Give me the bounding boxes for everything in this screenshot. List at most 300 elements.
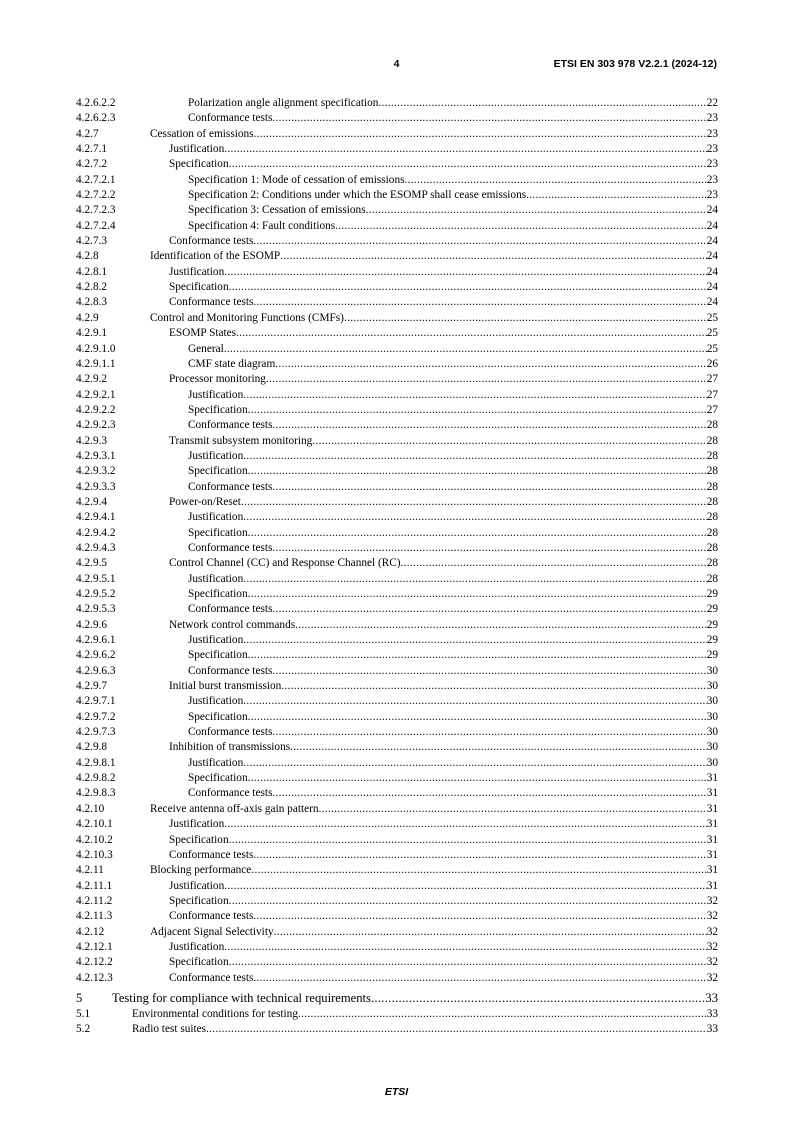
toc-entry-title: Justification — [169, 940, 225, 953]
toc-entry[interactable] — [76, 925, 718, 940]
toc-entry-page: 29 — [706, 618, 718, 631]
toc-entry-page: 27 — [706, 373, 718, 386]
toc-leader-dots — [272, 786, 706, 801]
toc-entry-number: 4.2.9.7.2 — [76, 710, 116, 723]
toc-entry[interactable] — [76, 265, 718, 280]
toc-entry-page: 30 — [706, 756, 718, 769]
toc-entry-title: Specification — [188, 465, 248, 478]
toc-entry-page: 28 — [706, 557, 718, 570]
toc-entry-page: 28 — [706, 465, 718, 478]
toc-entry-body — [169, 955, 718, 970]
toc-entry-number: 4.2.9.7.3 — [76, 726, 116, 739]
toc-entry-page: 28 — [706, 495, 718, 508]
toc-entry[interactable] — [76, 342, 718, 357]
toc-entry-number: 4.2.9.2.1 — [76, 388, 116, 401]
toc-entry-number: 4.2.9.8.2 — [76, 772, 116, 785]
toc-entry[interactable] — [76, 955, 718, 970]
toc-leader-dots — [281, 679, 706, 694]
toc-entry[interactable] — [76, 173, 718, 188]
toc-entry-body — [188, 587, 718, 602]
toc-entry-title: Justification — [188, 634, 244, 647]
toc-entry-title: Control and Monitoring Functions (CMFs) — [150, 311, 344, 324]
toc-entry[interactable] — [76, 679, 718, 694]
toc-entry[interactable] — [76, 203, 718, 218]
toc-entry-body — [150, 127, 718, 142]
toc-entry-title: Specification 4: Fault conditions — [188, 219, 336, 232]
toc-entry-title: Conformance tests — [188, 112, 273, 125]
toc-entry-number: 4.2.10.1 — [76, 818, 113, 831]
toc-entry-page: 32 — [706, 956, 718, 969]
toc-leader-dots — [236, 326, 707, 341]
toc-entry-number: 5.2 — [76, 1023, 91, 1036]
toc-entry-number: 4.2.9.5 — [76, 557, 108, 570]
toc-entry[interactable] — [76, 495, 718, 510]
toc-leader-dots — [401, 556, 707, 571]
toc-entry-title: Testing for compliance with technical requirements — [112, 990, 371, 1005]
toc-leader-dots — [243, 449, 706, 464]
toc-entry-title: Inhibition of transmissions — [169, 741, 291, 754]
toc-leader-dots — [266, 372, 707, 387]
toc-entry-title: Specification — [169, 281, 229, 294]
toc-leader-dots — [253, 234, 706, 249]
toc-entry-body — [150, 925, 718, 940]
toc-entry-title: Justification — [188, 695, 244, 708]
toc-entry-number: 4.2.9.5.2 — [76, 588, 116, 600]
toc-entry-title: Specification 1: Mode of cessation of emissions — [188, 173, 405, 186]
toc-entry-title: Conformance tests — [188, 787, 273, 800]
toc-entry-number: 4.2.9.2.2 — [76, 403, 116, 416]
toc-entry-body — [188, 771, 718, 786]
toc-leader-dots — [243, 510, 706, 525]
toc-entry[interactable] — [76, 725, 718, 740]
toc-entry[interactable] — [76, 817, 718, 832]
toc-leader-dots — [254, 127, 707, 142]
toc-leader-dots — [253, 848, 706, 863]
toc-entry-title: Justification — [188, 756, 244, 769]
toc-leader-dots — [243, 633, 706, 648]
toc-entry[interactable] — [76, 894, 718, 909]
toc-leader-dots — [274, 925, 707, 940]
toc-entry-body — [188, 203, 718, 218]
toc-entry[interactable] — [76, 234, 718, 249]
toc-entry[interactable] — [76, 449, 718, 464]
toc-entry-page: 23 — [706, 127, 718, 140]
toc-entry-body — [169, 740, 718, 755]
toc-entry[interactable] — [76, 587, 718, 602]
toc-entry-body — [188, 342, 718, 357]
toc-entry[interactable] — [76, 510, 718, 525]
toc-entry-number: 4.2.9.4.2 — [76, 526, 116, 539]
toc-entry-number: 4.2.8.1 — [76, 265, 108, 278]
toc-entry-number: 4.2.10.3 — [76, 848, 113, 861]
toc-entry-body — [169, 295, 718, 310]
toc-entry-page: 23 — [706, 143, 718, 156]
toc-entry[interactable] — [76, 786, 718, 801]
toc-leader-dots — [312, 434, 706, 449]
toc-entry-body — [188, 541, 718, 556]
toc-entry-body — [150, 863, 718, 878]
toc-entry-page: 31 — [706, 802, 718, 815]
toc-entry-page: 29 — [706, 649, 718, 662]
table-of-contents — [76, 96, 718, 1038]
toc-entry-number: 4.2.9.6.3 — [76, 664, 116, 677]
toc-entry-body — [188, 449, 718, 464]
toc-entry-body — [150, 311, 718, 326]
toc-entry-number: 4.2.9 — [76, 311, 99, 324]
toc-entry-number: 4.2.6.2.2 — [76, 97, 116, 109]
toc-entry-title: Environmental conditions for testing — [132, 1007, 298, 1020]
toc-entry-number: 4.2.12.3 — [76, 971, 113, 984]
toc-entry[interactable] — [76, 280, 718, 295]
toc-entry[interactable] — [76, 648, 718, 663]
toc-entry-body — [169, 817, 718, 832]
toc-entry-body — [188, 633, 718, 648]
toc-leader-dots — [272, 111, 706, 126]
toc-entry-number: 4.2.9.8 — [76, 741, 108, 754]
toc-entry-page: 24 — [706, 265, 718, 278]
toc-entry-number: 4.2.7.2.1 — [76, 173, 116, 186]
toc-leader-dots — [224, 817, 706, 832]
toc-leader-dots — [229, 955, 707, 970]
toc-entry-page: 28 — [706, 541, 718, 554]
toc-entry[interactable] — [76, 157, 718, 172]
toc-entry-number: 4.2.9.4 — [76, 495, 108, 508]
toc-entry-title: Conformance tests — [188, 664, 273, 677]
toc-leader-dots — [298, 1007, 707, 1022]
toc-entry-number: 4.2.9.7 — [76, 680, 108, 693]
toc-entry[interactable] — [76, 372, 718, 387]
toc-entry-body — [188, 403, 718, 418]
toc-entry-number: 4.2.9.5.3 — [76, 603, 116, 616]
toc-leader-dots — [243, 756, 706, 771]
toc-entry-body — [169, 372, 718, 387]
toc-entry-body — [188, 572, 718, 587]
toc-entry-title: Justification — [169, 818, 225, 831]
toc-leader-dots — [224, 879, 706, 894]
toc-entry-body — [169, 879, 718, 894]
toc-leader-dots — [229, 894, 707, 909]
toc-entry[interactable] — [76, 556, 718, 571]
toc-entry-title: Identification of the ESOMP — [150, 250, 281, 263]
toc-entry-number: 4.2.9.6.2 — [76, 649, 116, 662]
toc-entry-number: 4.2.9.1.0 — [76, 342, 116, 355]
toc-entry-title: Power-on/Reset — [169, 495, 241, 508]
toc-entry-number: 4.2.12.2 — [76, 956, 113, 969]
toc-entry-page: 31 — [706, 833, 718, 846]
toc-entry[interactable] — [76, 526, 718, 541]
toc-entry-number: 4.2.12.1 — [76, 940, 113, 953]
toc-entry-page: 32 — [706, 910, 718, 923]
toc-entry-title: Justification — [188, 388, 244, 401]
toc-entry-number: 4.2.10 — [76, 802, 105, 815]
toc-entry-body — [169, 679, 718, 694]
toc-entry-page: 28 — [706, 511, 718, 524]
toc-entry-page: 27 — [706, 403, 718, 416]
toc-leader-dots — [248, 587, 707, 602]
toc-entry-number: 4.2.7.2 — [76, 158, 108, 171]
toc-entry-body — [169, 142, 718, 157]
toc-entry[interactable] — [76, 989, 718, 1007]
toc-entry-body — [169, 940, 718, 955]
toc-leader-dots — [272, 418, 706, 433]
toc-entry-page: 31 — [706, 864, 718, 877]
toc-entry-number: 4.2.9.1.1 — [76, 357, 116, 370]
toc-entry-body — [169, 894, 718, 909]
toc-entry-body — [188, 725, 718, 740]
toc-entry-title: Network control commands — [169, 618, 296, 631]
toc-entry[interactable] — [76, 188, 718, 203]
toc-entry-page: 31 — [706, 772, 718, 785]
toc-leader-dots — [241, 495, 707, 510]
toc-entry[interactable] — [76, 664, 718, 679]
toc-entry-page: 30 — [706, 726, 718, 739]
toc-entry[interactable] — [76, 96, 718, 111]
document-id: ETSI EN 303 978 V2.2.1 (2024-12) — [553, 58, 717, 70]
toc-entry[interactable] — [76, 694, 718, 709]
toc-leader-dots — [248, 526, 707, 541]
toc-entry-body — [188, 664, 718, 679]
toc-entry-body — [188, 786, 718, 801]
toc-leader-dots — [319, 802, 707, 817]
toc-entry-title: General — [188, 342, 224, 355]
toc-entry-number: 4.2.9.3.3 — [76, 480, 116, 493]
toc-entry[interactable] — [76, 848, 718, 863]
toc-entry[interactable] — [76, 111, 718, 126]
toc-entry-body — [169, 971, 718, 986]
toc-entry-number: 4.2.11.1 — [76, 879, 113, 892]
toc-entry-title: Specification — [169, 833, 229, 846]
toc-entry-page: 23 — [706, 189, 718, 202]
toc-entry-page: 30 — [706, 710, 718, 723]
toc-entry-number: 4.2.9.1 — [76, 327, 108, 340]
toc-entry-title: Conformance tests — [188, 419, 273, 432]
toc-entry[interactable] — [76, 403, 718, 418]
toc-entry-page: 25 — [706, 327, 718, 340]
page-number: 4 — [393, 58, 400, 70]
toc-entry-page: 28 — [706, 419, 718, 432]
toc-entry-page: 30 — [706, 664, 718, 677]
toc-entry-page: 33 — [706, 1007, 718, 1020]
toc-leader-dots — [253, 971, 706, 986]
toc-entry-page: 29 — [706, 603, 718, 616]
toc-entry-number: 4.2.9.4.3 — [76, 541, 116, 554]
toc-entry[interactable] — [76, 142, 718, 157]
toc-entry-title: Initial burst transmission — [169, 680, 282, 693]
toc-entry-number: 4.2.9.2.3 — [76, 419, 116, 432]
toc-entry-title: Specification — [169, 956, 229, 969]
toc-entry-number: 4.2.11.3 — [76, 910, 113, 923]
toc-entry-page: 26 — [706, 357, 718, 370]
toc-entry-body — [112, 989, 718, 1007]
toc-entry-page: 28 — [706, 449, 718, 462]
toc-entry-title: Cessation of emissions — [150, 127, 254, 140]
toc-entry-body — [169, 280, 718, 295]
toc-entry-title: Specification — [188, 649, 248, 662]
toc-entry-number: 4.2.8.2 — [76, 281, 108, 294]
toc-entry[interactable] — [76, 295, 718, 310]
toc-leader-dots — [272, 725, 706, 740]
toc-entry-title: Conformance tests — [169, 848, 254, 861]
toc-leader-dots — [243, 572, 706, 587]
toc-entry-number: 4.2.9.7.1 — [76, 695, 116, 708]
toc-entry-body — [169, 157, 718, 172]
toc-entry-page: 24 — [706, 235, 718, 248]
toc-entry[interactable] — [76, 311, 718, 326]
toc-entry-page: 32 — [706, 894, 718, 907]
toc-leader-dots — [366, 203, 707, 218]
toc-leader-dots — [206, 1022, 707, 1037]
toc-entry[interactable] — [76, 863, 718, 878]
toc-entry[interactable] — [76, 756, 718, 771]
toc-entry-title: Control Channel (CC) and Response Channel (RC) — [169, 557, 401, 570]
toc-leader-dots — [243, 694, 706, 709]
toc-leader-dots — [248, 403, 707, 418]
toc-leader-dots — [280, 249, 706, 264]
toc-entry-title: Conformance tests — [188, 480, 273, 493]
toc-entry-page: 31 — [706, 879, 718, 892]
toc-entry[interactable] — [76, 833, 718, 848]
toc-leader-dots — [290, 740, 707, 755]
toc-entry-title: Polarization angle alignment specification — [188, 97, 379, 109]
toc-entry[interactable] — [76, 909, 718, 924]
toc-entry[interactable] — [76, 326, 718, 341]
toc-entry-number: 4.2.9.3 — [76, 434, 108, 447]
toc-entry-page: 30 — [706, 741, 718, 754]
toc-entry[interactable] — [76, 971, 718, 986]
toc-entry-page: 24 — [706, 296, 718, 309]
toc-entry[interactable] — [76, 418, 718, 433]
toc-entry-body — [132, 1007, 718, 1022]
toc-leader-dots — [272, 664, 706, 679]
toc-entry-page: 28 — [706, 480, 718, 493]
toc-leader-dots — [229, 280, 707, 295]
toc-entry-page: 23 — [706, 173, 718, 186]
toc-entry-page: 28 — [706, 526, 718, 539]
toc-entry-page: 30 — [706, 695, 718, 708]
toc-entry[interactable] — [76, 618, 718, 633]
toc-entry-number: 4.2.9.4.1 — [76, 511, 116, 524]
toc-entry-body — [188, 357, 718, 372]
toc-entry-number: 4.2.11.2 — [76, 894, 113, 907]
toc-leader-dots — [295, 618, 707, 633]
toc-leader-dots — [404, 173, 706, 188]
toc-entry[interactable] — [76, 879, 718, 894]
toc-leader-dots — [371, 989, 705, 1007]
toc-leader-dots — [248, 648, 707, 663]
toc-entry-title: Justification — [188, 511, 244, 524]
toc-entry[interactable] — [76, 1007, 718, 1022]
toc-entry-title: Specification — [188, 710, 248, 723]
toc-entry[interactable] — [76, 740, 718, 755]
toc-entry-body — [188, 710, 718, 725]
toc-entry[interactable] — [76, 541, 718, 556]
toc-leader-dots — [378, 96, 706, 111]
toc-entry-number: 4.2.9.8.1 — [76, 756, 116, 769]
toc-entry[interactable] — [76, 1022, 718, 1037]
toc-entry[interactable] — [76, 940, 718, 955]
toc-entry[interactable] — [76, 464, 718, 479]
toc-entry-title: Conformance tests — [169, 910, 254, 923]
toc-entry-body — [188, 756, 718, 771]
toc-entry-title: Specification — [188, 588, 248, 600]
toc-entry-page: 27 — [706, 388, 718, 401]
toc-entry-title: Specification 3: Cessation of emissions — [188, 204, 366, 217]
toc-entry-number: 4.2.7 — [76, 127, 99, 140]
toc-entry-number: 4.2.7.2.4 — [76, 219, 116, 232]
toc-entry-number: 4.2.10.2 — [76, 833, 113, 846]
toc-entry[interactable] — [76, 219, 718, 234]
toc-entry-body — [169, 848, 718, 863]
toc-entry-number: 4.2.9.8.3 — [76, 787, 116, 800]
toc-entry[interactable] — [76, 388, 718, 403]
toc-entry-title: Justification — [169, 265, 225, 278]
toc-leader-dots — [224, 940, 706, 955]
toc-entry[interactable] — [76, 357, 718, 372]
toc-entry-page: 32 — [706, 971, 718, 984]
toc-entry-title: CMF state diagram — [188, 357, 276, 370]
toc-entry[interactable] — [76, 480, 718, 495]
toc-entry-number: 4.2.9.3.2 — [76, 465, 116, 478]
toc-entry-number: 4.2.8 — [76, 250, 99, 263]
toc-entry-title: Conformance tests — [169, 971, 254, 984]
toc-entry-title: Specification — [188, 403, 248, 416]
toc-entry-body — [150, 249, 718, 264]
toc-entry-page: 31 — [706, 818, 718, 831]
toc-entry-body — [188, 694, 718, 709]
toc-leader-dots — [224, 142, 706, 157]
toc-entry-title: Justification — [188, 449, 244, 462]
toc-leader-dots — [224, 342, 707, 357]
toc-entry-page: 25 — [706, 311, 718, 324]
toc-entry-page: 25 — [706, 342, 718, 355]
toc-leader-dots — [272, 480, 706, 495]
toc-leader-dots — [253, 295, 706, 310]
toc-entry-number: 4.2.11 — [76, 864, 104, 877]
toc-leader-dots — [229, 157, 707, 172]
toc-entry-page: 28 — [706, 572, 718, 585]
toc-entry-body — [169, 326, 718, 341]
toc-entry[interactable] — [76, 572, 718, 587]
toc-entry[interactable] — [76, 602, 718, 617]
toc-entry-page: 32 — [706, 940, 718, 953]
toc-entry-body — [188, 510, 718, 525]
toc-entry[interactable] — [76, 710, 718, 725]
toc-leader-dots — [229, 833, 707, 848]
toc-entry-number: 4.2.9.3.1 — [76, 449, 116, 462]
toc-entry-body — [188, 173, 718, 188]
toc-entry[interactable] — [76, 434, 718, 449]
toc-entry-title: Specification — [188, 772, 248, 785]
footer-etsi: ETSI — [384, 1086, 409, 1098]
toc-entry[interactable] — [76, 633, 718, 648]
toc-entry-body — [169, 909, 718, 924]
toc-entry[interactable] — [76, 127, 718, 142]
toc-entry-body — [188, 188, 718, 203]
toc-entry-body — [188, 480, 718, 495]
toc-entry[interactable] — [76, 802, 718, 817]
toc-entry[interactable] — [76, 771, 718, 786]
toc-entry-title: Specification — [169, 894, 229, 907]
toc-entry-title: Conformance tests — [169, 296, 254, 309]
toc-entry-number: 5.1 — [76, 1007, 91, 1020]
toc-leader-dots — [243, 388, 706, 403]
toc-leader-dots — [248, 710, 707, 725]
toc-entry[interactable] — [76, 249, 718, 264]
toc-entry-body — [188, 464, 718, 479]
toc-leader-dots — [248, 771, 707, 786]
toc-leader-dots — [344, 311, 707, 326]
toc-entry-body — [169, 265, 718, 280]
